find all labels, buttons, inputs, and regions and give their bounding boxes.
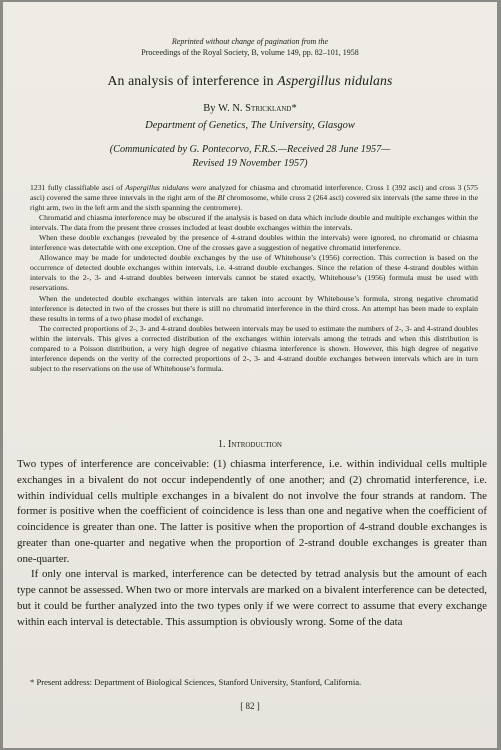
abstract-species: Aspergillus nidulans (125, 183, 189, 192)
author-name: W. N. Strickland* (218, 103, 297, 114)
communicated-line-1: (Communicated by G. Pontecorvo, F.R.S.—Received 28 June 1957— (109, 144, 391, 155)
communicated-note (3, 143, 497, 170)
abstract-text: chromosome, while cross 2 (264 asci) covered six intervals (the same three in the right arm, two in the left arm and the sixth spanning the centromere). (30, 193, 478, 213)
author-prefix: By (203, 103, 219, 114)
body-text (17, 457, 487, 630)
abstract-paragraph (30, 183, 478, 213)
abstract-chromosome: BI (217, 193, 225, 203)
communicated-line-2: Revised 19 November 1957) (192, 157, 308, 169)
reprint-notice (3, 36, 497, 58)
author-affiliation: Department of Genetics, The University, Glasgow (145, 120, 355, 131)
title-species: Aspergillus nidulans (277, 73, 393, 88)
paper-page (3, 2, 497, 748)
footnote: * Present address: Department of Biological Sciences, Stanford University, Stanford, California. (30, 677, 362, 687)
abstract-paragraph: Allowance may be made for undetected double exchanges by the use of Whitehouse’s (1956) correction. This correction is based on the occurrence of detected double exchanges within intervals, i.e. 4-strand double exchanges. Since the relation of these 4-strand doubles within intervals to the 2-, 3- and 4-strand doubles between intervals cannot be stated exactly, Whitehouse’s (1956) formula must be used with reservations. (30, 253, 478, 293)
reprint-line-2: Proceedings of the Royal Society, B, volume 149, pp. 82–101, 1958 (141, 48, 359, 57)
body-paragraph: Two types of interference are conceivable: (1) chiasma interference, i.e. within individual cells multiple exchanges in a bivalent do not occur independently of one another; and (2) chromatid interference, i.e. within individual cells multiple exchanges in a bivalent do not involve the four strands at random. The former is positive when the coefficient of coincidence is less than one and negative when the coefficient of coincidence is greater than one. The latter is positive when the proportion of 4-strand double exchanges is greater than one-quarter and negative when the proportion of 2-strand double exchanges is greater than one-quarter. (17, 458, 487, 565)
abstract-paragraph: The corrected proportions of 2-, 3- and 4-strand doubles between intervals may be used to estimate the numbers of 2-, 3- and 4-strand doubles within the intervals. This gives a corrected distribution of the exchanges within intervals among the tetrads and when this distribution is compared to a Poisson distribution, a very high degree of negative chiasma interference is shown. However, this high degree of negative interference depends on the verity of the corrected proportions of 2-, 3- and 4-strand double exchanges between intervals which are in turn subject to the reservations on the use of Whitehouse’s formula. (30, 323, 478, 373)
title-plain: An analysis of interference in (107, 73, 278, 88)
abstract-paragraph: When these double exchanges (revealed by the presence of 4-strand doubles within the intervals) were ignored, no chromatid or chiasma interference was detectable with one exception. One of the crosses gave a suggestion of negative chromatid interference. (30, 233, 478, 253)
abstract-paragraph: When the undetected double exchanges within intervals are taken into account by Whitehouse’s formula, strong negative chromatid interference is detected in two of the crosses but there is still no chromatid interference in the third cross. An attempt has been made to explain these results in terms of a two phase model of exchange. (30, 293, 478, 323)
body-paragraph: If only one interval is marked, interference can be detected by tetrad analysis but the amount of each type cannot be assessed. When two or more intervals are marked on a bivalent interference can be detected, but it could be further analyzed into the two types only if we were correct to assume that every exchange within each interval is detectable. This assumption is obviously wrong. Some of the data (17, 568, 487, 628)
section-title: Introduction (228, 439, 282, 450)
section-heading (3, 439, 497, 450)
article-title (3, 73, 497, 89)
page-number: [ 82 ] (240, 701, 260, 711)
abstract-text: 1231 fully classifiable asci of (30, 183, 126, 192)
abstract-text: were analyzed for chiasma and chromatid interference. Cross 1 (392 asci) and cross 3 (575 asci) covered the same three intervals in the right arm of the (30, 183, 478, 203)
abstract (30, 183, 478, 374)
reprint-line-1: Reprinted without change of pagination from the (171, 37, 329, 46)
section-number: 1. (218, 439, 229, 450)
author-line (3, 103, 497, 114)
abstract-paragraph: Chromatid and chiasma interference may be obscured if the analysis is based on data which include double and multiple exchanges within the intervals. The data from the present three crosses included at least double exchanges within the intervals. (30, 213, 478, 233)
